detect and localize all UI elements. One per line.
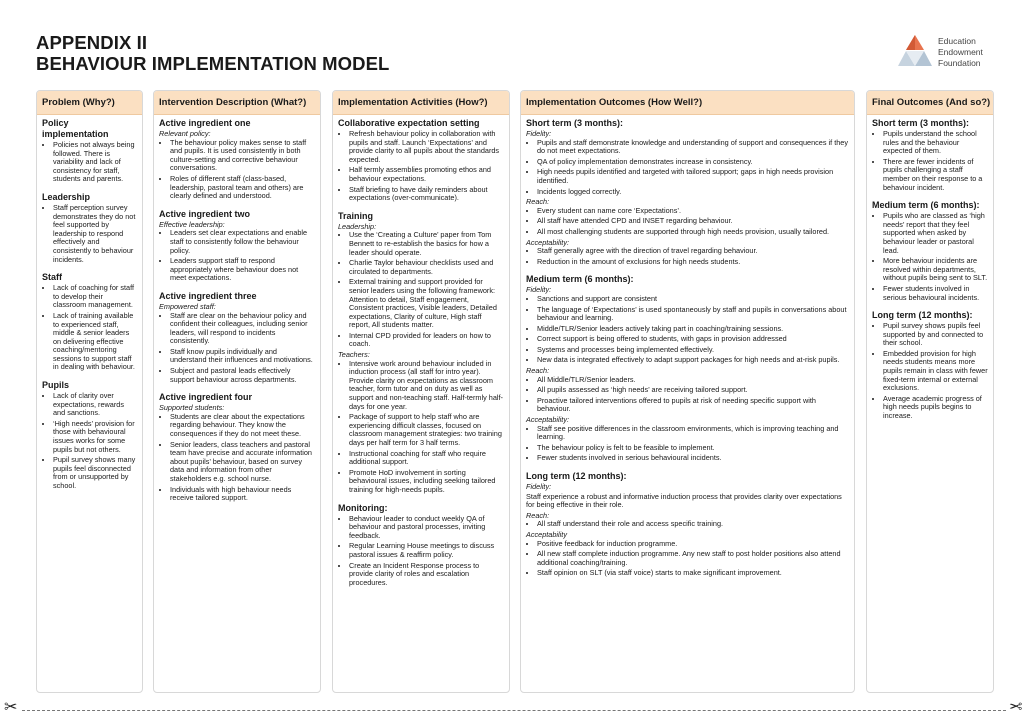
bullet-list [338, 515, 504, 588]
bullet-item: • Positive feedback for induction programme. [537, 540, 849, 549]
section-heading: Collaborative expectation setting [338, 118, 480, 128]
bullet-list [42, 204, 137, 264]
section-heading: Monitoring: [338, 502, 388, 513]
section-heading: Active ingredient two [159, 208, 251, 219]
bullet-item: • Fewer students involved in serious behavioural incidents. [537, 454, 849, 463]
bullet-item: • Promote HoD involvement in sorting behavioural issues, including seeking tailored training for high-needs pupils. [349, 469, 504, 495]
bullet-list [338, 360, 504, 495]
bullet-list [526, 376, 849, 414]
bullet-item: • Subject and pastoral leads effectively support behaviour across departments. [170, 367, 315, 384]
column-header: Implementation Outcomes (How Well?) [521, 91, 854, 115]
column-activities [332, 90, 510, 693]
bullet-item: • Charlie Taylor behaviour checklists used and circulated to departments. [349, 259, 504, 276]
bullet-item: • Individuals with high behaviour needs receive tailored support. [170, 486, 315, 503]
subheading: Fidelity: [526, 482, 552, 491]
bullet-item: • Correct support is being offered to students, with gaps in provision addressed [537, 335, 849, 344]
scissors-icon: ✂ [4, 699, 18, 716]
page-title [36, 32, 389, 74]
bullet-item: • Staff are clear on the behaviour policy and confident their colleagues, including senior leaders, will respond to incidents consistently. [170, 312, 315, 346]
bullet-list [42, 141, 137, 184]
column-header: Problem (Why?) [37, 91, 142, 115]
bullet-item: • All staff understand their role and access specific training. [537, 520, 849, 529]
subheading: Acceptability: [526, 415, 569, 425]
section-heading: Training [338, 210, 374, 221]
bullet-item: • Students are clear about the expectations regarding behaviour. They know the consequences if they do not meet these. [170, 413, 315, 439]
bullet-item: • Incidents logged correctly. [537, 188, 849, 197]
bullet-item: • Staff opinion on SLT (via staff voice) starts to make significant improvement. [537, 569, 849, 578]
column-implementation-outcomes [520, 90, 855, 693]
section-heading: Active ingredient four [159, 392, 253, 403]
bullet-item: • External training and support provided for senior leaders using the following framework: Attention to detail, Staff engagement, Consistent practices, Visible leaders, Detailed expectations, Clarity of culture, High staff report, All students matter. [349, 278, 504, 330]
subheading: Teachers: [338, 350, 370, 360]
section-heading: Staff [42, 272, 62, 283]
bullet-item: • Policies not always being followed. There is variability and lack of consistency for staff, students and parents. [53, 141, 137, 184]
section-heading: Short term (3 months): [526, 118, 624, 128]
bullet-item: • Half termly assemblies promoting ethos and behaviour expectations. [349, 166, 504, 183]
bullet-item: • All most challenging students are supported through high needs provision, usually tailored. [537, 228, 849, 237]
bullet-item: • Behaviour leader to conduct weekly QA of behaviour and pastoral processes, inviting feedback. [349, 515, 504, 541]
bullet-item: • Refresh behaviour policy in collaboration with pupils and staff. Launch ‘Expectations’ and provide clarity to all pupils about the standards expected. [349, 130, 504, 164]
column-body [333, 115, 509, 587]
bullet-item: • There are fewer incidents of pupils challenging a staff member on their response to a behaviour incident. [883, 158, 988, 192]
bullet-item: • Roles of different staff (class-based, leadership, pastoral team and others) are clearly defined and understood. [170, 175, 315, 201]
bullet-list [42, 284, 137, 372]
bullet-item: • Lack of coaching for staff to develop their classroom management. [53, 284, 137, 310]
subheading: Supported students: [159, 403, 225, 413]
bullet-item: • Embedded provision for high needs students means more pupils remain in class with fewer fixed-term internal or external exclusions. [883, 350, 988, 393]
bullet-list [526, 520, 849, 529]
model-title: BEHAVIOUR IMPLEMENTATION MODEL [36, 53, 390, 74]
section-heading: Long term (12 months): [526, 471, 627, 481]
bullet-item: • Pupils understand the school rules and the behaviour expected of them. [883, 130, 988, 156]
cut-line [22, 710, 1006, 711]
bullet-list [526, 425, 849, 463]
scissors-icon: ✂ [1008, 699, 1022, 716]
bullet-list [526, 207, 849, 237]
subheading: Acceptability [526, 529, 567, 539]
section-heading: Policy implementation [42, 118, 109, 139]
subheading: Leadership: [338, 221, 377, 231]
column-header: Implementation Activities (How?) [333, 91, 509, 115]
section-heading: Active ingredient one [159, 118, 251, 128]
bullet-list [872, 322, 988, 421]
bullet-list [42, 392, 137, 491]
bullet-item: • High needs pupils identified and targeted with tailored support; gaps in high needs provision identified. [537, 168, 849, 185]
bullet-item: • Reduction in the amount of exclusions for high needs students. [537, 258, 849, 267]
bullet-item: • Staff generally agree with the direction of travel regarding behaviour. [537, 247, 849, 256]
subheading: Fidelity: [526, 285, 552, 295]
eef-logo [896, 32, 1006, 72]
bullet-list [526, 540, 849, 578]
bullet-item: • More behaviour incidents are resolved within departments, without pupils being sent to SLT. [883, 257, 988, 283]
bullet-item: • Internal CPD provided for leaders on how to coach. [349, 332, 504, 349]
section-heading: Long term (12 months): [872, 310, 973, 321]
bullet-item: • Create an Incident Response process to provide clarity of roles and escalation procedures. [349, 562, 504, 588]
bullet-item: • Lack of training available to experienced staff, middle & senior leaders on delivering effective coaching/mentoring sessions to support staff in dealing with behaviour. [53, 312, 137, 372]
column-body [154, 115, 320, 503]
subheading: Relevant policy: [159, 129, 211, 138]
column-body [521, 115, 854, 578]
column-header: Intervention Description (What?) [154, 91, 320, 115]
bullet-item: • ‘High needs’ provision for those with behavioural issues works for some pupils but not others. [53, 420, 137, 454]
bullet-item: • Staff briefing to have daily reminders about expectations (over-communicate). [349, 186, 504, 203]
bullet-item: • All new staff complete induction programme. Any new staff to post holder positions also attend additional coaching/training. [537, 550, 849, 567]
bullet-item: • Leaders support staff to respond appropriately where behaviour does not meet expectations. [170, 257, 315, 283]
bullet-item: • Fewer students involved in serious behavioural incidents. [883, 285, 988, 302]
appendix-label: APPENDIX II [36, 32, 148, 53]
subheading: Reach: [526, 197, 550, 207]
bullet-item: • Average academic progress of high needs pupils begins to increase. [883, 395, 988, 421]
subheading: Reach: [526, 366, 550, 376]
bullet-item: • The behaviour policy is felt to be feasible to implement. [537, 444, 849, 453]
bullet-item: • Every student can name core ‘Expectations’. [537, 207, 849, 216]
bullet-item: • Staff perception survey demonstrates they do not feel supported by leadership to respond effectively and consistently to behaviour incidents. [53, 204, 137, 264]
bullet-list [526, 295, 849, 365]
bullet-item: • New data is integrated effectively to adapt support packages for high needs and at-risk pupils. [537, 356, 849, 365]
subheading: Empowered staff: [159, 301, 216, 311]
bullet-list [159, 229, 315, 283]
paragraph: Staff experience a robust and informative induction process that provides clarity over expectations for being effective in their role. [526, 491, 842, 510]
column-problem [36, 90, 143, 693]
column-final-outcomes [866, 90, 994, 693]
bullet-item: • All pupils assessed as ‘high needs’ are receiving tailored support. [537, 386, 849, 395]
bullet-item: • All staff have attended CPD and INSET regarding behaviour. [537, 217, 849, 226]
bullet-item: • Pupil survey shows pupils feel supported by and connected to their school. [883, 322, 988, 348]
bullet-item: • Pupil survey shows many pupils feel disconnected from or unsupported by school. [53, 456, 137, 490]
bullet-item: • Pupils and staff demonstrate knowledge and understanding of support and consequences if they do not meet expectations. [537, 139, 849, 156]
bullet-list [159, 413, 315, 503]
column-body [37, 115, 142, 491]
bullet-item: • Leaders set clear expectations and enable staff to consistently follow the behaviour policy. [170, 229, 315, 255]
column-intervention [153, 90, 321, 693]
column-header: Final Outcomes (And so?) [867, 91, 993, 115]
bullet-item: • Intensive work around behaviour included in induction process (all staff for intro year). Provide clarity on expectations as classroom teacher, form tutor and on duty as well as support and non-teaching staff. Half-termly half-days for one year. [349, 360, 504, 412]
section-heading: Pupils [42, 380, 70, 391]
bullet-item: • The behaviour policy makes sense to staff and pupils. It is used consistently in both culture-setting and corrective behaviour conversations. [170, 139, 315, 173]
bullet-item: • All Middle/TLR/Senior leaders. [537, 376, 849, 385]
column-body [867, 115, 993, 421]
bullet-item: • Staff know pupils individually and understand their influences and motivations. [170, 348, 315, 365]
bullet-list [159, 312, 315, 385]
bullet-item: • QA of policy implementation demonstrates increase in consistency. [537, 158, 849, 167]
bullet-item: • Lack of clarity over expectations, rewards and sanctions. [53, 392, 137, 418]
bullet-list [872, 130, 988, 192]
bullet-item: • Systems and processes being implemented effectively. [537, 346, 849, 355]
bullet-list [526, 247, 849, 266]
bullet-item: • Regular Learning House meetings to discuss pastoral issues & reaffirm policy. [349, 542, 504, 559]
eef-logo-icon [898, 34, 932, 68]
subheading: Reach: [526, 510, 550, 520]
section-heading: Leadership [42, 191, 91, 202]
bullet-list [872, 212, 988, 302]
bullet-item: • Sanctions and support are consistent [537, 295, 849, 304]
bullet-item: • The language of ‘Expectations’ is used spontaneously by staff and pupils in conversations about behaviour and learning. [537, 306, 849, 323]
section-heading: Medium term (6 months): [526, 274, 634, 285]
bullet-item: • Pupils who are classed as ‘high needs’ report that they feel supported when asked by behaviour leader or pastoral lead. [883, 212, 988, 255]
section-heading: Medium term (6 months): [872, 200, 980, 211]
bullet-item: • Proactive tailored interventions offered to pupils at risk of needing specific support with behaviour. [537, 397, 849, 414]
eef-logo-text: Education Endowment Foundation [938, 36, 983, 68]
bullet-item: • Instructional coaching for staff who require additional support. [349, 450, 504, 467]
subheading: Effective leadership: [159, 219, 225, 229]
bullet-item: • Use the ‘Creating a Culture’ paper from Tom Bennett to re-establish the basics for how a leader should operate. [349, 231, 504, 257]
subheading: Fidelity: [526, 129, 552, 138]
bullet-list [338, 130, 504, 203]
section-heading: Short term (3 months): [872, 118, 970, 128]
bullet-item: • Senior leaders, class teachers and pastoral team have precise and accurate information about pupils’ behaviour, based on survey data and information from other stakeholders e.g. school nurse. [170, 441, 315, 484]
bullet-item: • Middle/TLR/Senior leaders actively taking part in coaching/training sessions. [537, 325, 849, 334]
subheading: Acceptability: [526, 237, 569, 247]
section-heading: Active ingredient three [159, 290, 257, 301]
bullet-item: • Staff see positive differences in the classroom environments, which is improving teaching and learning. [537, 425, 849, 442]
bullet-list [526, 139, 849, 197]
bullet-list [159, 139, 315, 201]
bullet-item: • Package of support to help staff who are experiencing difficult classes, focused on classroom management strategies: two training days per half term for 3 half terms. [349, 413, 504, 447]
bullet-list [338, 231, 504, 349]
